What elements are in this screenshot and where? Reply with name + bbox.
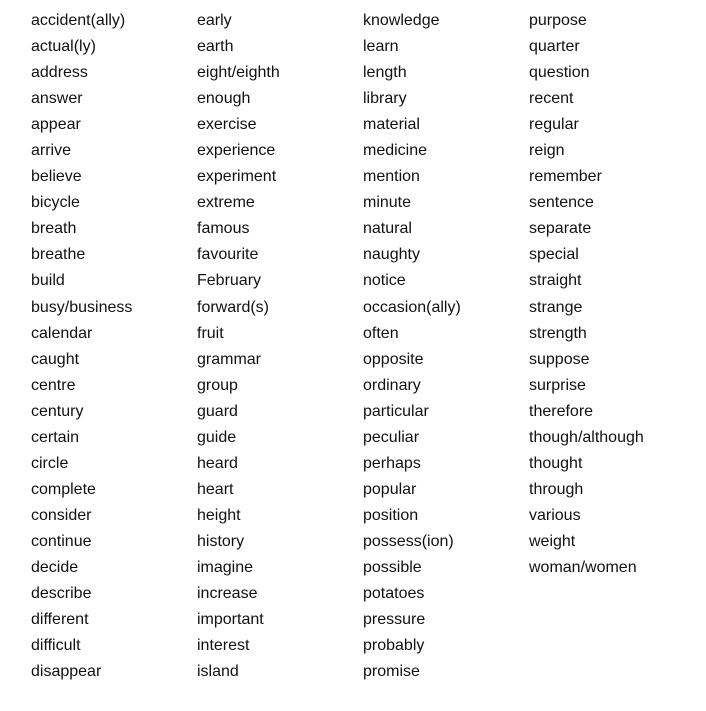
word-column-2	[197, 10, 280, 687]
word-item: accident(ally)	[31, 12, 126, 29]
word-item: peculiar	[363, 428, 420, 446]
word-item: remember	[529, 168, 602, 186]
word-item: weight	[529, 532, 576, 550]
word-item: often	[363, 324, 399, 342]
word-item: consider	[31, 506, 92, 524]
word-item: different	[31, 611, 89, 629]
word-item: famous	[197, 220, 250, 238]
word-item: suppose	[529, 350, 590, 368]
word-item: extreme	[197, 194, 255, 212]
word-item: potatoes	[363, 585, 425, 603]
word-item: disappear	[31, 663, 102, 681]
word-item: grammar	[197, 350, 262, 368]
word-item: actual(ly)	[31, 38, 96, 56]
word-item: believe	[31, 168, 82, 186]
word-item: guard	[197, 402, 238, 420]
word-item: mention	[363, 168, 420, 186]
word-item: earth	[197, 38, 234, 56]
word-item: naughty	[363, 246, 420, 264]
word-item: centre	[31, 376, 76, 394]
word-item: breath	[31, 220, 77, 238]
word-item: important	[197, 611, 264, 629]
word-item: notice	[363, 272, 406, 290]
word-item: fruit	[197, 324, 224, 342]
word-item: heard	[197, 454, 238, 472]
word-item: possess(ion)	[363, 532, 454, 550]
word-item: position	[363, 506, 419, 524]
word-item: popular	[363, 480, 417, 498]
word-item: perhaps	[363, 454, 421, 472]
word-item: straight	[529, 272, 582, 290]
word-item: favourite	[197, 246, 259, 264]
word-item: heart	[197, 480, 234, 498]
word-item: interest	[197, 637, 250, 655]
word-item: height	[197, 506, 241, 524]
word-item: sentence	[529, 194, 594, 212]
word-item: caught	[31, 350, 80, 368]
word-item: particular	[363, 402, 429, 420]
word-item: eight/eighth	[197, 64, 280, 82]
word-item: experience	[197, 142, 276, 160]
word-item: woman/women	[529, 558, 637, 576]
word-item: breathe	[31, 246, 86, 264]
word-item: complete	[31, 480, 96, 498]
word-item: question	[529, 64, 590, 82]
word-item: arrive	[31, 142, 72, 160]
word-item: strange	[529, 298, 583, 316]
word-item: increase	[197, 585, 258, 603]
word-item: strength	[529, 324, 587, 342]
word-item: material	[363, 116, 420, 134]
word-item: circle	[31, 454, 69, 472]
word-item: promise	[363, 663, 420, 681]
word-column-4	[529, 10, 644, 583]
word-item: separate	[529, 220, 592, 238]
word-item: learn	[363, 38, 399, 56]
word-item: century	[31, 402, 84, 420]
word-item: group	[197, 376, 238, 394]
word-item: appear	[31, 116, 81, 134]
word-item: natural	[363, 220, 412, 238]
word-item: pressure	[363, 611, 426, 629]
word-item: decide	[31, 558, 79, 576]
word-item: surprise	[529, 376, 586, 394]
word-item: imagine	[197, 558, 254, 576]
word-item: various	[529, 506, 581, 524]
word-item: February	[197, 272, 262, 290]
word-item: exercise	[197, 116, 257, 134]
word-item: library	[363, 90, 407, 108]
word-item: knowledge	[363, 12, 440, 29]
word-item: special	[529, 246, 579, 264]
word-item: length	[363, 64, 407, 82]
word-item: opposite	[363, 350, 424, 368]
word-item: history	[197, 532, 245, 550]
word-item: guide	[197, 428, 237, 446]
word-item: medicine	[363, 142, 428, 160]
word-column-3	[363, 10, 461, 687]
word-item: forward(s)	[197, 298, 270, 316]
word-item: calendar	[31, 324, 93, 342]
word-column-1	[31, 10, 132, 687]
word-item: quarter	[529, 38, 580, 56]
word-item: though/although	[529, 428, 644, 446]
word-item: build	[31, 272, 65, 290]
word-item: probably	[363, 637, 425, 655]
word-item: enough	[197, 90, 251, 108]
word-item: address	[31, 64, 88, 82]
word-item: purpose	[529, 12, 587, 29]
word-item: experiment	[197, 168, 277, 186]
word-item: occasion(ally)	[363, 298, 461, 316]
word-item: thought	[529, 454, 583, 472]
word-item: through	[529, 480, 584, 498]
word-item: answer	[31, 90, 83, 108]
word-item: continue	[31, 532, 92, 550]
word-item: early	[197, 12, 232, 29]
word-item: island	[197, 663, 239, 681]
word-item: possible	[363, 558, 422, 576]
word-item: therefore	[529, 402, 594, 420]
word-item: reign	[529, 142, 565, 160]
word-item: bicycle	[31, 194, 80, 212]
word-item: difficult	[31, 637, 81, 655]
word-item: busy/business	[31, 298, 133, 316]
word-item: describe	[31, 585, 92, 603]
word-item: minute	[363, 194, 412, 212]
word-item: regular	[529, 116, 579, 134]
word-item: recent	[529, 90, 574, 108]
word-item: certain	[31, 428, 80, 446]
word-item: ordinary	[363, 376, 421, 394]
